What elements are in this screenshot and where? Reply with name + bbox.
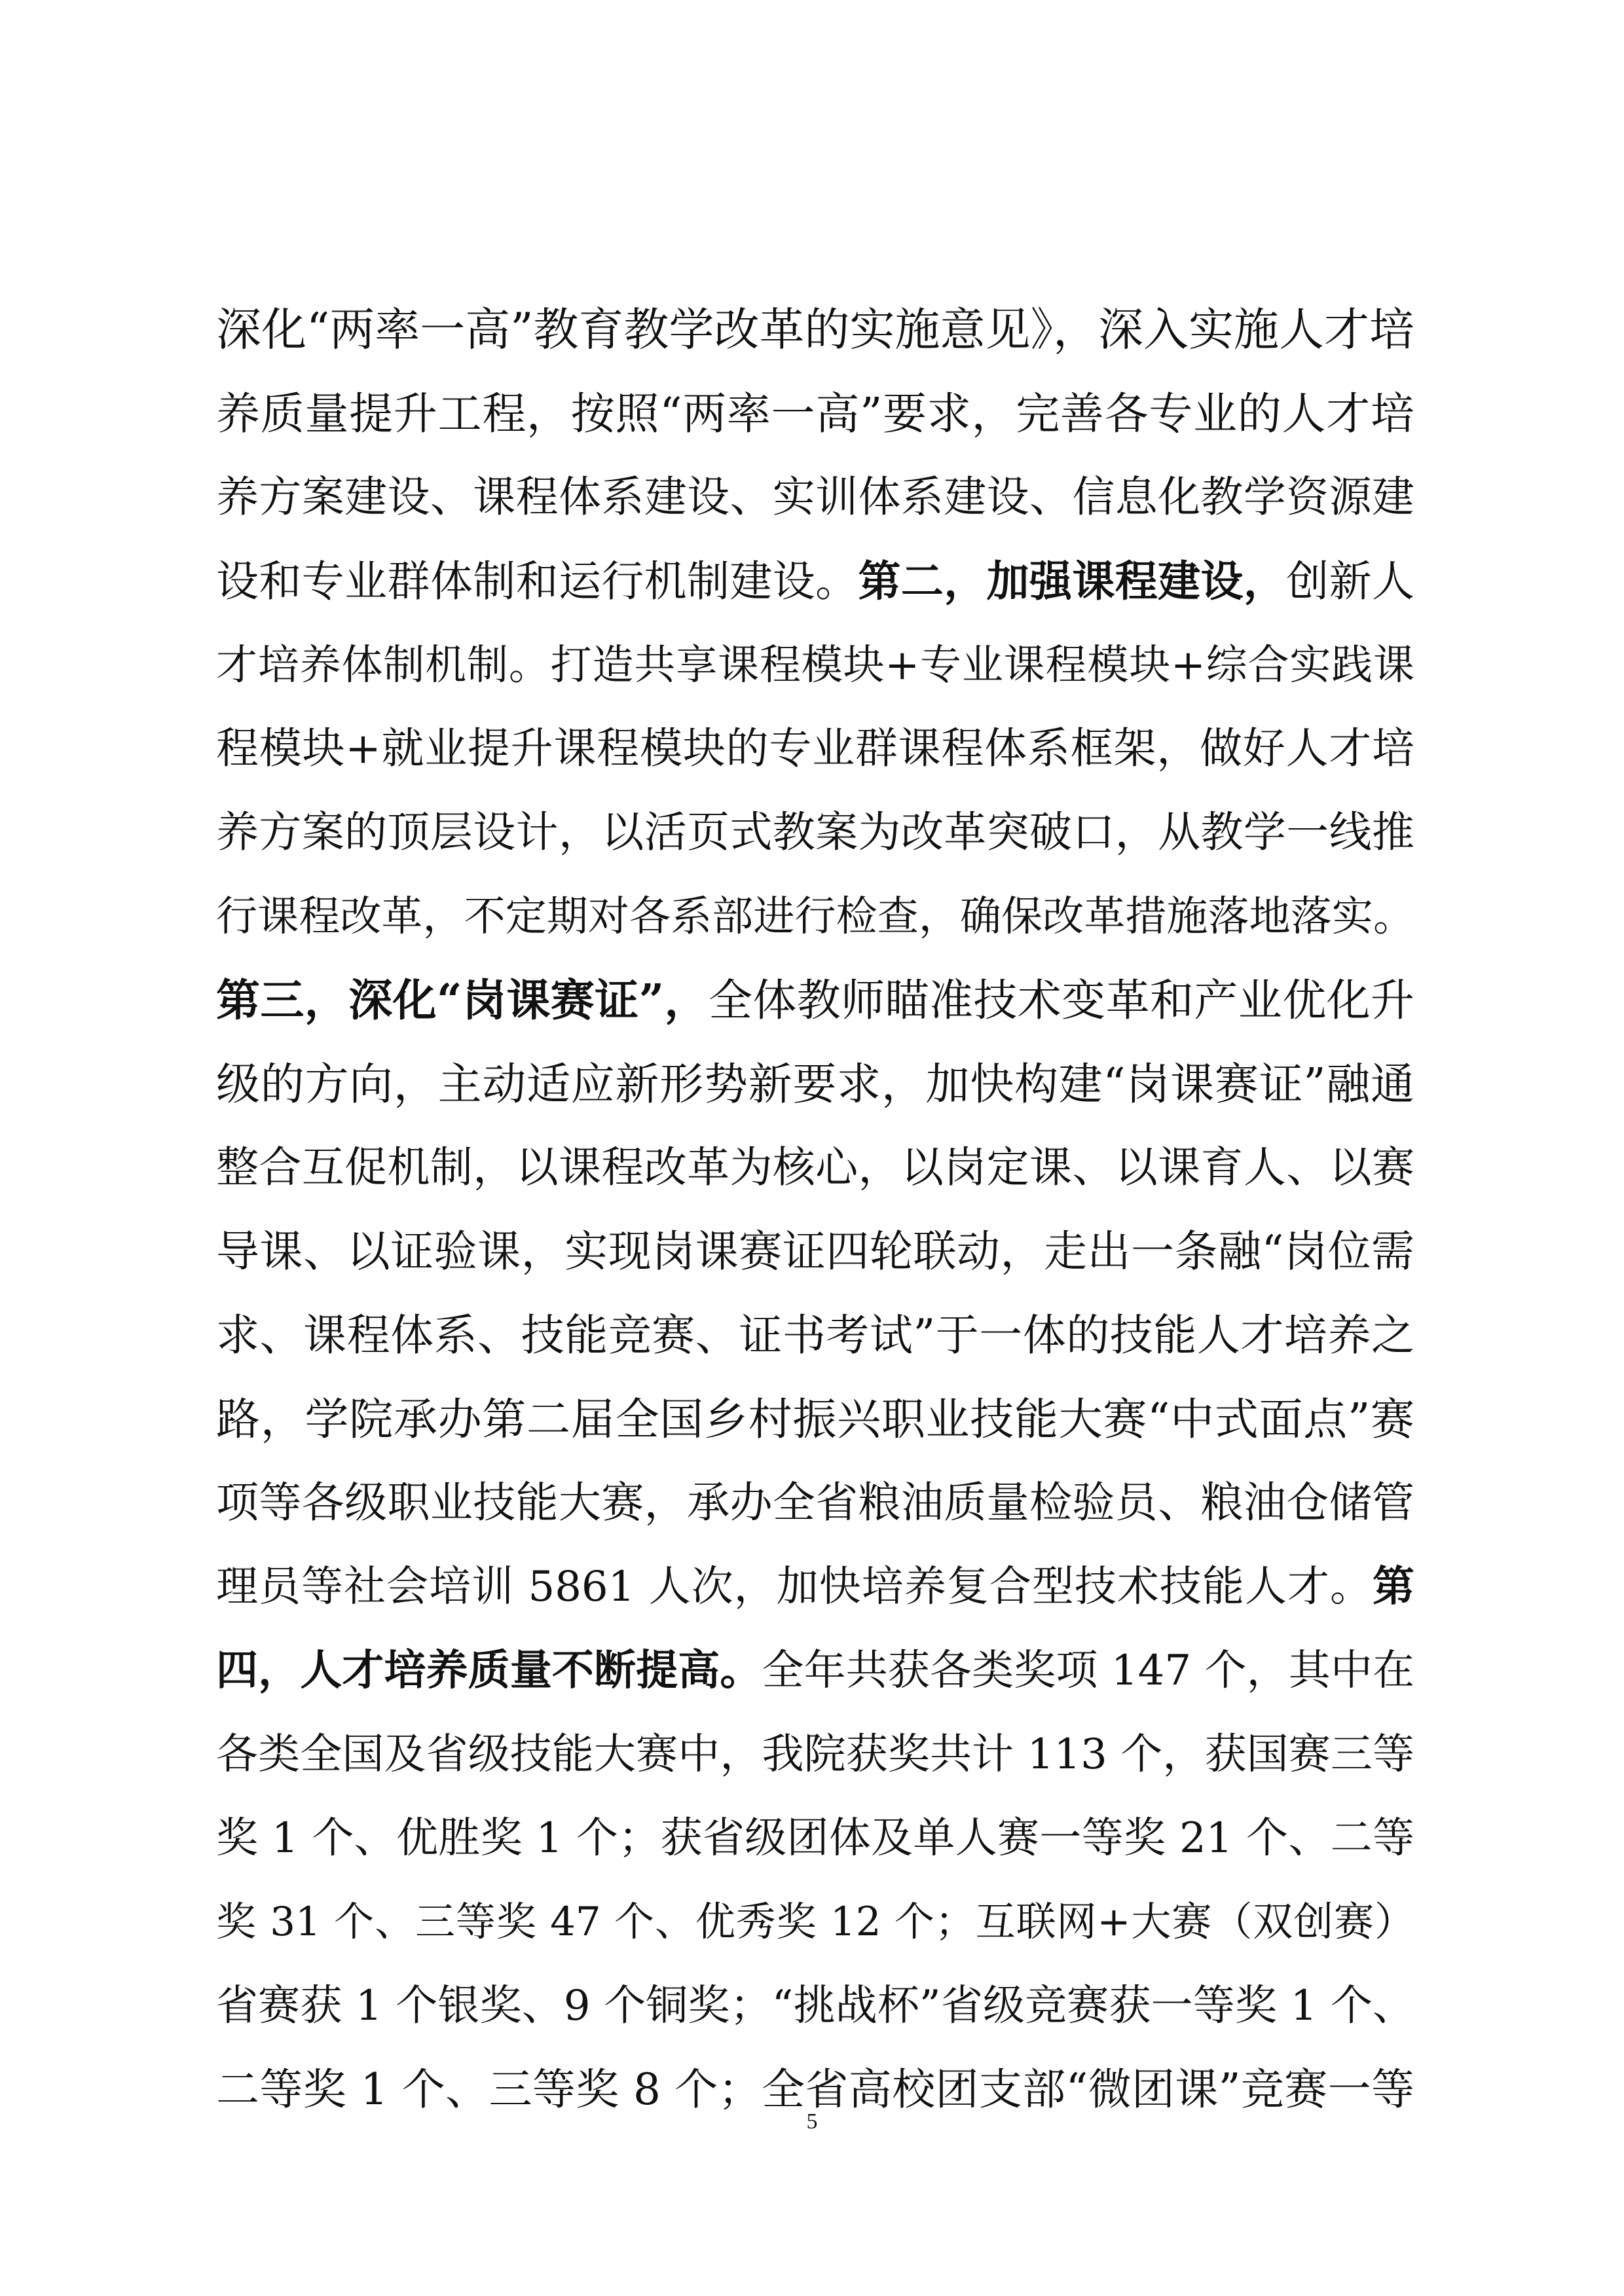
text-line xyxy=(216,539,1414,623)
text-segment: 养方案建设、课程体系建设、实训体系建设、信息化教学资源建 xyxy=(216,473,1414,522)
text-line xyxy=(216,1294,1414,1377)
text-segment: 路，学院承办第二届全国乡村振兴职业技能大赛“中式面点”赛 xyxy=(216,1394,1414,1445)
text-segment: 项等各级职业技能大赛，承办全省粮油质量检验员、粮油仓储管 xyxy=(216,1478,1414,1527)
text-line xyxy=(216,1042,1414,1126)
bold-text-segment: 第 xyxy=(1373,1562,1414,1611)
text-segment: 全体教师瞄准技术变革和产业优化升 xyxy=(708,975,1414,1026)
text-segment: 奖 1 个、优胜奖 1 个；获省级团体及单人赛一等奖 21 个、二等 xyxy=(216,1814,1414,1863)
text-line xyxy=(216,1796,1414,1880)
text-line xyxy=(216,1964,1414,2048)
text-segment: 行课程改革，不定期对各系部进行检查，确保改革措施落地落实。 xyxy=(216,892,1414,940)
text-segment: 养方案的顶层设计，以活页式教案为改革突破口，从教学一线推 xyxy=(216,808,1414,857)
text-line xyxy=(216,707,1414,791)
text-segment: 理员等社会培训 5861 人次，加快培养复合型技术技能人才。 xyxy=(216,1563,1373,1611)
text-segment: 创新人 xyxy=(1286,557,1414,606)
text-line xyxy=(216,623,1414,707)
text-line xyxy=(216,1377,1414,1461)
text-segment: 奖 31 个、三等奖 47 个、优秀奖 12 个；互联网+大赛（双创赛） xyxy=(216,1899,1414,1945)
text-segment: 二等奖 1 个、三等奖 8 个；全省高校团支部“微团课”竞赛一等 xyxy=(216,2064,1414,2115)
bold-text-segment: 第二，加强课程建设， xyxy=(858,556,1287,606)
bold-text-segment: 第三，深化“岗课赛证”， xyxy=(216,974,709,1026)
bold-text-segment: 四，人才培养质量不断提高。 xyxy=(216,1646,762,1695)
text-line xyxy=(216,1713,1414,1796)
text-line xyxy=(216,958,1414,1042)
text-segment: 程模块+就业提升课程模块的专业群课程体系框架，做好人才培 xyxy=(216,724,1414,773)
text-segment: 导课、以证验课，实现岗课赛证四轮联动，走出一条融“岗位需 xyxy=(216,1226,1414,1277)
text-segment: 养质量提升工程，按照“两率一高”要求，完善各专业的人才培 xyxy=(216,388,1414,439)
text-segment: 求、课程体系、技能竞赛、证书考试”于一体的技能人才培养之 xyxy=(216,1310,1414,1360)
text-line xyxy=(216,1461,1414,1545)
text-line xyxy=(216,372,1414,456)
text-segment: 省赛获 1 个银奖、9 个铜奖；“挑战杯”省级竞赛获一等奖 1 个、 xyxy=(216,1982,1414,2030)
text-segment: 深化“两率一高”教育教学改革的实施意见》，深入实施人才培 xyxy=(216,304,1414,356)
text-line xyxy=(216,456,1414,539)
text-segment: 设和专业群体制和运行机制建设。 xyxy=(216,557,858,606)
text-line xyxy=(216,1545,1414,1629)
text-segment: 才培养体制机制。打造共享课程模块+专业课程模块+综合实践课 xyxy=(216,641,1414,689)
text-line xyxy=(216,1210,1414,1294)
text-line xyxy=(216,288,1414,372)
text-segment: 级的方向，主动适应新形势新要求，加快构建“岗课赛证”融通 xyxy=(216,1059,1414,1110)
page-number: 5 xyxy=(806,2109,818,2134)
text-line xyxy=(216,1880,1414,1964)
text-segment: 全年共获各类奖项 147 个，其中在 xyxy=(762,1647,1414,1695)
text-segment: 各类全国及省级技能大赛中，我院获奖共计 113 个，获国赛三等 xyxy=(216,1730,1414,1779)
body-paragraph xyxy=(216,288,1414,2132)
text-line xyxy=(216,791,1414,875)
text-line xyxy=(216,1126,1414,1210)
text-line xyxy=(216,875,1414,958)
text-line xyxy=(216,1629,1414,1713)
text-segment: 整合互促机制，以课程改革为核心，以岗定课、以课育人、以赛 xyxy=(216,1143,1414,1192)
